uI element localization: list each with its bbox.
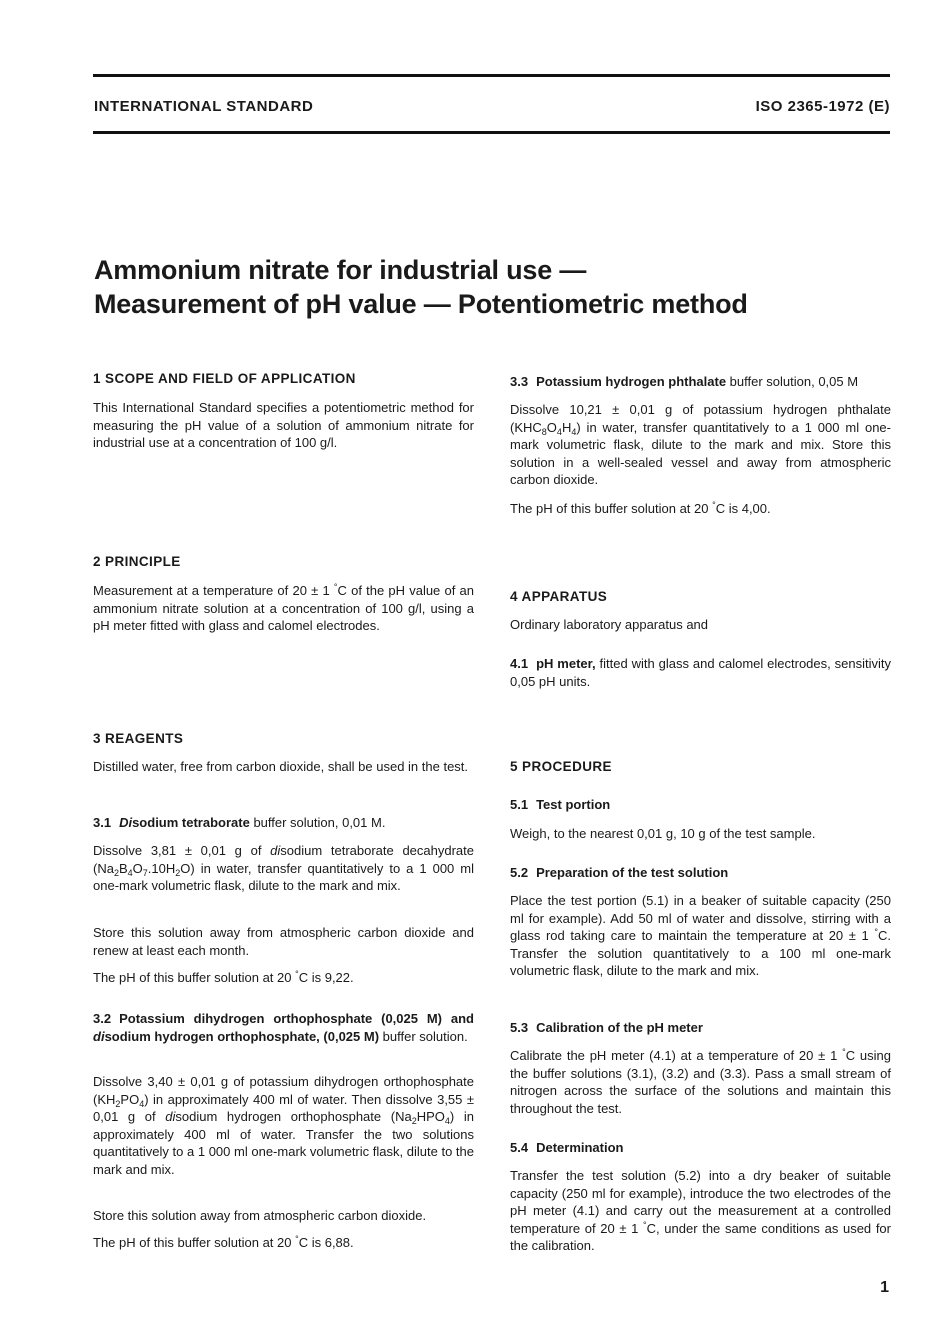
section-2 — [93, 553, 474, 571]
subsection-3-3-heading: 3.3 Potassium hydrogen phthalate buffer solution, 0,05 M — [510, 374, 859, 389]
title-line-1: Ammonium nitrate for industrial use — — [94, 255, 587, 285]
section-3-heading: 3 REAGENTS — [93, 731, 184, 746]
subsection-5-3-text: Calibrate the pH meter (4.1) at a temperature of 20 ± 1 °C using the buffer solutions (3.1), (3.2) and (3.3). Pass a small stream of nitrogen across the surface of the solutions and maintain this throughout the test. — [510, 1047, 892, 1116]
subsection-3-1-p2: Store this solution away from atmospheric carbon dioxide and renew at least each month. — [93, 925, 474, 958]
subsection-3-1-p1: Dissolve 3,81 ± 0,01 g of disodium tetraborate decahydrate $(Na_2B_4O_7.10H_2O)$ in water, transfer quantitatively to a 1 000 ml one-mark volumetric flask, dilute to the mark and mix. — [93, 843, 474, 893]
section-4-intro — [510, 616, 891, 634]
subsection-3-3-p2: The pH of this buffer solution at 20 °C is 4,00. — [510, 500, 771, 516]
subsection-5-1-body — [510, 825, 891, 843]
subsection-3-3-body — [510, 401, 891, 489]
subsection-3-3-p1: Dissolve 10,21 ± 0,01 g of potassium hydrogen phthalate $(KHC_8O_4H_4)$ in water, transfer quantitatively to a 1 000 ml one-mark volumetric flask, dilute to the mark and mix. Store this solution in a well-sealed vessel and away from atmospheric carbon dioxide. — [510, 402, 891, 487]
title-line-2: Measurement of pH value — Potentiometric method — [94, 289, 748, 319]
subsection-3-1-body — [93, 842, 474, 895]
section-1-text: This International Standard specifies a potentiometric method for measuring the pH value of a solution of ammonium nitrate for industrial use at a concentration of 100 g/l. — [93, 400, 474, 450]
subsection-3-2-body — [93, 1073, 474, 1178]
subsection-3-2-p3-block — [93, 1234, 474, 1252]
header-standard-label: INTERNATIONAL STANDARD — [94, 98, 314, 115]
subsection-3-2-p2-block — [93, 1207, 474, 1225]
subsection-3-1-p3: The pH of this buffer solution at 20 °C is 9,22. — [93, 969, 354, 985]
subsection-3-1-heading: 3.1 Disodium tetraborate buffer solution, 0,01 M. — [93, 815, 386, 830]
section-3 — [93, 730, 474, 748]
section-5 — [510, 758, 891, 776]
section-2-heading: 2 PRINCIPLE — [93, 554, 181, 569]
subsection-5-2-heading: 5.2 Preparation of the test solution — [510, 865, 729, 880]
header-top-rule — [93, 74, 890, 77]
subsection-4-1-text: 4.1 pH meter, fitted with glass and calomel electrodes, sensitivity 0,05 pH units. — [510, 656, 892, 689]
subsection-3-2-heading: 3.2 Potassium dihydrogen orthophosphate (0,025 M) and disodium hydrogen orthophosphate, (0,025 M) buffer solution. — [93, 1011, 474, 1044]
section-2-body — [93, 582, 474, 635]
subsection-3-2-p1: Dissolve 3,40 ± 0,01 g of potassium dihydrogen orthophosphate $(KH_2PO_4)$ in approximately 400 ml of water. Then dissolve 3,55 ± 0,01 g of disodium hydrogen orthophosphate $(Na_2HPO_4)$ in approximately 400 ml of water. Transfer the two solutions quantitatively to a 1 000 ml one-mark volumetric flask, dilute to the mark and mix. — [93, 1074, 474, 1177]
subsection-3-2-p3: The pH of this buffer solution at 20 °C is 6,88. — [93, 1234, 354, 1250]
subsection-5-4-heading: 5.4 Determination — [510, 1140, 624, 1155]
subsection-4-1 — [510, 655, 891, 690]
subsection-5-2-body — [510, 892, 891, 980]
section-1-body — [93, 399, 474, 452]
section-4-intro-text: Ordinary laboratory apparatus and — [510, 617, 709, 632]
page-number: 1 — [880, 1279, 889, 1296]
subsection-5-4-body — [510, 1167, 891, 1255]
subsection-5-1-text: Weigh, to the nearest 0,01 g, 10 g of the test sample. — [510, 826, 816, 841]
subsection-3-2-p2: Store this solution away from atmospheric carbon dioxide. — [93, 1208, 427, 1223]
subsection-5-3-heading: 5.3 Calibration of the pH meter — [510, 1020, 703, 1035]
header-bottom-rule — [93, 131, 890, 134]
subsection-5-3-body — [510, 1047, 891, 1117]
section-2-text: Measurement at a temperature of 20 ± 1 °C of the pH value of an ammonium nitrate solution at a concentration of 100 g/l, using a pH meter fitted with glass and calomel electrodes. — [93, 582, 474, 633]
subsection-3-1-p2-block — [93, 924, 474, 959]
subsection-5-4-text: Transfer the test solution (5.2) into a dry beaker of suitable capacity (250 ml for example), introduce the two electrodes of the pH meter (4.1) and carry out the measurement at a controlled temperature of 20 ± 1 °C, under the same conditions as used for the calibration. — [510, 1168, 891, 1253]
header-document-id: ISO 2365-1972 (E) — [755, 98, 890, 115]
subsection-5-1-heading: 5.1 Test portion — [510, 797, 611, 812]
section-4 — [510, 588, 891, 606]
subsection-5-2-text: Place the test portion (5.1) in a beaker of suitable capacity (250 ml for example). Add 50 ml of water and dissolve, stirring with a glass rod taking care to maintain the temperature at 20 ± 1 °C. Transfer the solution quantitatively to a 100 ml one-mark volumetric flask, dilute to the mark and mix. — [510, 893, 891, 978]
section-5-heading: 5 PROCEDURE — [510, 759, 612, 774]
subsection-3-3-p2-block — [510, 500, 891, 518]
section-1-heading: 1 SCOPE AND FIELD OF APPLICATION — [93, 371, 356, 386]
section-1 — [93, 370, 474, 388]
document-title — [94, 253, 884, 321]
subsection-3-1-p3-block — [93, 969, 474, 987]
section-4-heading: 4 APPARATUS — [510, 589, 608, 604]
section-3-intro-text: Distilled water, free from carbon dioxide, shall be used in the test. — [93, 759, 469, 774]
section-3-intro — [93, 758, 474, 776]
